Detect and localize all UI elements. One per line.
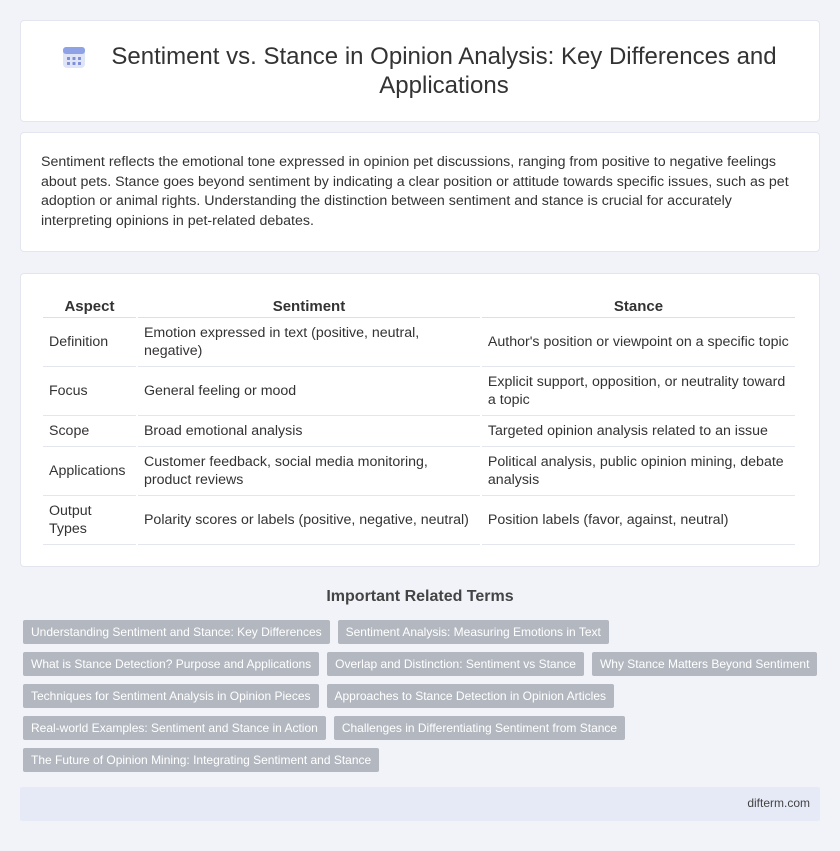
related-term-link[interactable]: Techniques for Sentiment Analysis in Opinion Pieces xyxy=(23,684,319,708)
row-aspect: Output Types xyxy=(43,496,136,545)
row-stance: Explicit support, opposition, or neutrality toward a topic xyxy=(482,367,795,416)
tag-row xyxy=(23,748,823,772)
table-row xyxy=(43,416,795,447)
row-aspect: Definition xyxy=(43,318,136,367)
related-term-link[interactable]: Challenges in Differentiating Sentiment from Stance xyxy=(334,716,625,740)
related-term-link[interactable]: Understanding Sentiment and Stance: Key Differences xyxy=(23,620,330,644)
footer-site-link[interactable]: difterm.com xyxy=(747,796,810,810)
tag-row xyxy=(23,716,823,740)
tag-row xyxy=(23,652,823,676)
row-sentiment: Customer feedback, social media monitoring, product reviews xyxy=(138,447,480,496)
table-row xyxy=(43,367,795,416)
footer xyxy=(20,787,820,821)
row-aspect: Focus xyxy=(43,367,136,416)
row-sentiment: General feeling or mood xyxy=(138,367,480,416)
table-row xyxy=(43,318,795,367)
related-term-link[interactable]: Overlap and Distinction: Sentiment vs Stance xyxy=(327,652,584,676)
row-sentiment: Broad emotional analysis xyxy=(138,416,480,447)
related-term-link[interactable]: Why Stance Matters Beyond Sentiment xyxy=(592,652,817,676)
related-term-link[interactable]: Real-world Examples: Sentiment and Stance in Action xyxy=(23,716,326,740)
related-terms-title: Important Related Terms xyxy=(326,588,514,605)
row-sentiment: Polarity scores or labels (positive, negative, neutral) xyxy=(138,496,480,545)
row-aspect: Scope xyxy=(43,416,136,447)
comparison-table xyxy=(41,294,797,545)
row-sentiment: Emotion expressed in text (positive, neutral, negative) xyxy=(138,318,480,367)
row-aspect: Applications xyxy=(43,447,136,496)
tag-row xyxy=(23,684,823,708)
related-term-link[interactable]: What is Stance Detection? Purpose and Applications xyxy=(23,652,319,676)
calendar-icon xyxy=(61,44,87,70)
header-aspect: Aspect xyxy=(43,294,136,318)
table-row xyxy=(43,496,795,545)
row-stance: Author's position or viewpoint on a specific topic xyxy=(482,318,795,367)
page-title: Sentiment vs. Stance in Opinion Analysis: Key Differences and Applications xyxy=(111,43,777,99)
related-term-link[interactable]: Sentiment Analysis: Measuring Emotions in Text xyxy=(338,620,609,644)
intro-paragraph: Sentiment reflects the emotional tone expressed in opinion pet discussions, ranging from positive to negative feelings about pets. Stance goes beyond sentiment by indicating a clear position or attitude towards specific issues, such as pet adoption or animal rights. Understanding the distinction between sentiment and stance is crucial for accurately interpreting opinions in pet-related debates. xyxy=(41,154,789,229)
header-stance: Stance xyxy=(482,294,795,318)
header-sentiment: Sentiment xyxy=(138,294,480,318)
row-stance: Position labels (favor, against, neutral) xyxy=(482,496,795,545)
table-row xyxy=(43,447,795,496)
tag-row xyxy=(23,620,823,644)
intro-card xyxy=(20,132,820,252)
related-term-link[interactable]: The Future of Opinion Mining: Integrating Sentiment and Stance xyxy=(23,748,379,772)
related-term-link[interactable]: Approaches to Stance Detection in Opinion Articles xyxy=(327,684,615,708)
table-header-row xyxy=(43,294,795,318)
title-row xyxy=(21,21,819,121)
row-stance: Targeted opinion analysis related to an issue xyxy=(482,416,795,447)
row-stance: Political analysis, public opinion mining, debate analysis xyxy=(482,447,795,496)
header-card xyxy=(20,20,820,122)
comparison-table-card xyxy=(20,273,820,567)
related-terms-list xyxy=(23,620,823,780)
